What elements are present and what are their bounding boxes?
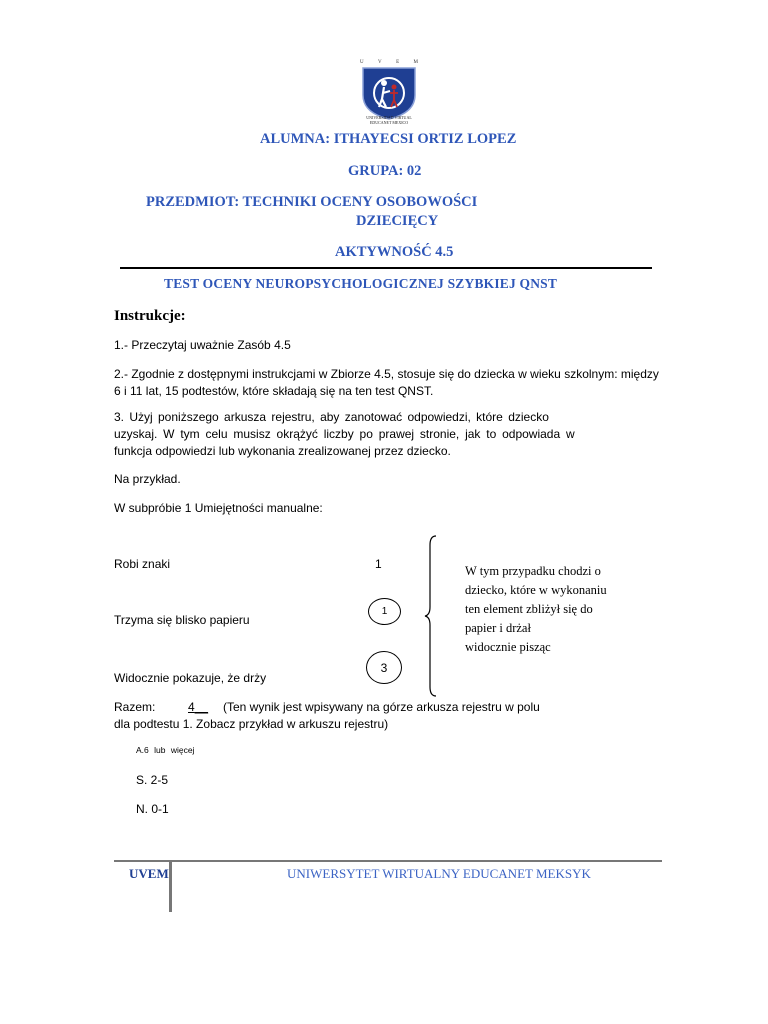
shield-icon xyxy=(360,65,418,121)
logo-caption xyxy=(360,115,418,125)
university-logo xyxy=(360,60,418,130)
subject-line2: DZIECIĘCY xyxy=(356,213,439,229)
scale-s: S. 2-5 xyxy=(136,773,169,787)
example-note-line: widocznie pisząc xyxy=(465,640,551,654)
instruction-1: 1.- Przeczytaj uważnie Zasób 4.5 xyxy=(114,338,291,352)
example-note-line: ten element zbliżył się do xyxy=(465,602,593,616)
student-name: ALUMNA: ITHAYECSI ORTIZ LOPEZ xyxy=(260,131,517,147)
example-note-line: dziecko, które w wykonaniu xyxy=(465,583,607,597)
scale-n: N. 0-1 xyxy=(136,802,169,816)
instructions-heading: Instrukcje: xyxy=(114,308,186,324)
footer-divider xyxy=(114,860,662,862)
total-value-blank: __ xyxy=(194,700,209,714)
footer-university-name: UNIWERSYTET WIRTUALNY EDUCANET MEKSYK xyxy=(287,866,591,881)
curly-brace-icon xyxy=(424,535,438,697)
footer-abbreviation: UVEM xyxy=(129,866,169,881)
scale-a: A.6 lub więcej xyxy=(136,745,195,755)
circled-score xyxy=(368,598,401,625)
example-note-line: papier i drżał xyxy=(465,621,531,635)
header-divider xyxy=(120,267,652,269)
total-explanation-line1: (Ten wynik jest wpisywany na górze arkusza rejestru w polu xyxy=(223,700,540,714)
example-row-label: Robi znaki xyxy=(114,557,171,571)
total-label: Razem: xyxy=(114,700,156,714)
total-explanation-line2: dla podtestu 1. Zobacz przykład w arkuszu rejestru) xyxy=(114,717,389,731)
logo-letter-v: V xyxy=(378,60,382,65)
instruction-3-line3: funkcja odpowiedzi lub wykonania zrealizowanej przez dziecko. xyxy=(114,444,451,458)
example-note xyxy=(465,562,607,657)
total-value-number: 4 xyxy=(188,700,195,714)
example-row-score: 1 xyxy=(375,557,382,571)
activity-number: AKTYWNOŚĆ 4.5 xyxy=(335,244,454,260)
logo-caption-line1: UNIVERSIDAD VIRTUAL xyxy=(366,115,412,120)
logo-letter-m: M xyxy=(413,60,418,65)
instruction-2-line1: 2.- Zgodnie z dostępnymi instrukcjami w Zbiorze 4.5, stosuje się do dziecka w wieku szkolnym: między xyxy=(114,367,659,381)
example-note-line: W tym przypadku chodzi o xyxy=(465,564,601,578)
total-value xyxy=(188,699,208,716)
instruction-3-line1: 3. Użyj poniższego arkusza rejestru, aby zanotować odpowiedzi, które dziecko xyxy=(114,410,549,424)
example-row-label: Widocznie pokazuje, że drży xyxy=(114,671,267,685)
example-row-score: 1 xyxy=(381,606,388,617)
group-number: GRUPA: 02 xyxy=(348,163,422,179)
logo-letter-e: E xyxy=(396,60,400,65)
footer-vertical-rule xyxy=(169,862,172,912)
subtest-intro: W subpróbie 1 Umiejętności manualne: xyxy=(114,501,323,515)
logo-letter-u: U xyxy=(360,60,364,65)
instruction-3-line2: uzyskaj. W tym celu musisz okrążyć liczby po prawej stronie, jak to odpowiada w xyxy=(114,427,575,441)
example-row-label: Trzyma się blisko papieru xyxy=(114,613,250,627)
circled-score xyxy=(366,651,402,684)
example-intro: Na przykład. xyxy=(114,472,181,486)
instruction-2-line2: 6 i 11 lat, 15 podtestów, które składają się na ten test QNST. xyxy=(114,384,434,398)
test-title: TEST OCENY NEUROPSYCHOLOGICZNEJ SZYBKIEJ QNST xyxy=(164,276,558,291)
logo-caption-line2: EDUCANET MEXICO xyxy=(369,120,409,125)
subject-line1: PRZEDMIOT: TECHNIKI OCENY OSOBOWOŚCI xyxy=(146,194,478,210)
example-row-score: 3 xyxy=(380,660,388,675)
